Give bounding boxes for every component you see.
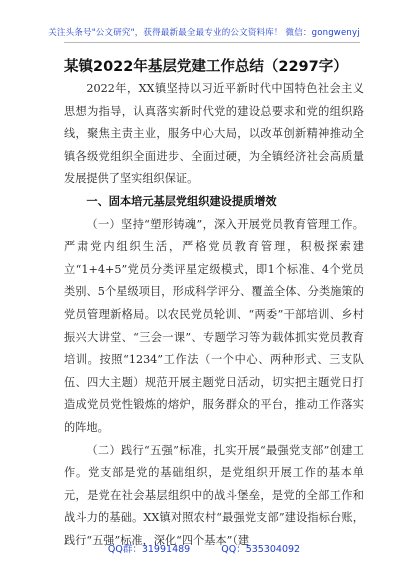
qq-contact-text[interactable]: QQ：535304092: [221, 544, 301, 555]
header-divider: [64, 42, 360, 43]
document-body: [64, 78, 364, 552]
section-heading: 一、固本培元基层党组织建设提质增效: [86, 194, 277, 208]
document-title: 某镇2022年基层党建工作总结（2297字）: [64, 59, 348, 75]
body-paragraph: （一）坚持“塑形铸魂”，深入开展党员教育管理工作。严肃党内组织生活，严格党员教育管理，积极探索建立“1+4+5”党员分类评星定级模式，即1个标准、4个党员类别、5个星级项目，形成科学评分、覆盖全体、分类施策的党员管理新格局。以农民党员轮训、“两委”干部培训、乡村振兴大讲堂、“三会一课”、专题学习等为载体抓实党员教育培训。按照“1234”工作法（一个中心、两种形式、三支队伍、四大主题）规范开展主题党日活动，切实把主题党日打造成党员党性锻炼的熔炉，服务群众的平台，推动工作落实的阵地。: [64, 217, 364, 434]
promo-banner[interactable]: 关注头条号"公文研究"，获得最新最全最专业的公文资料库！ 微信：gongwenyj: [48, 28, 360, 38]
intro-paragraph: 2022年，XX镇坚持以习近平新时代中国特色社会主义思想为指导，认真落实新时代党的建设总要求和党的组织路线，聚焦主责主业，服务中心大局，以改革创新精神推动全镇各级党组织全面进步、全面过硬，为全镇经济社会高质量发展提供了坚实组织保证。: [64, 82, 364, 186]
footer-contacts: [0, 541, 408, 555]
body-paragraph: （二）践行“五强”标准，扎实开展“最强党支部”创建工作。党支部是党的基础组织，是党组织开展工作的基本单元，是党在社会基层组织中的战斗堡垒，是党的全部工作和战斗力的基础。XX镇对照农村“最强党支部”建设指标台账，践行“五强”标准，深化“四个基本”（建: [64, 443, 364, 547]
qq-group-text[interactable]: QQ群：31991489: [107, 544, 191, 555]
